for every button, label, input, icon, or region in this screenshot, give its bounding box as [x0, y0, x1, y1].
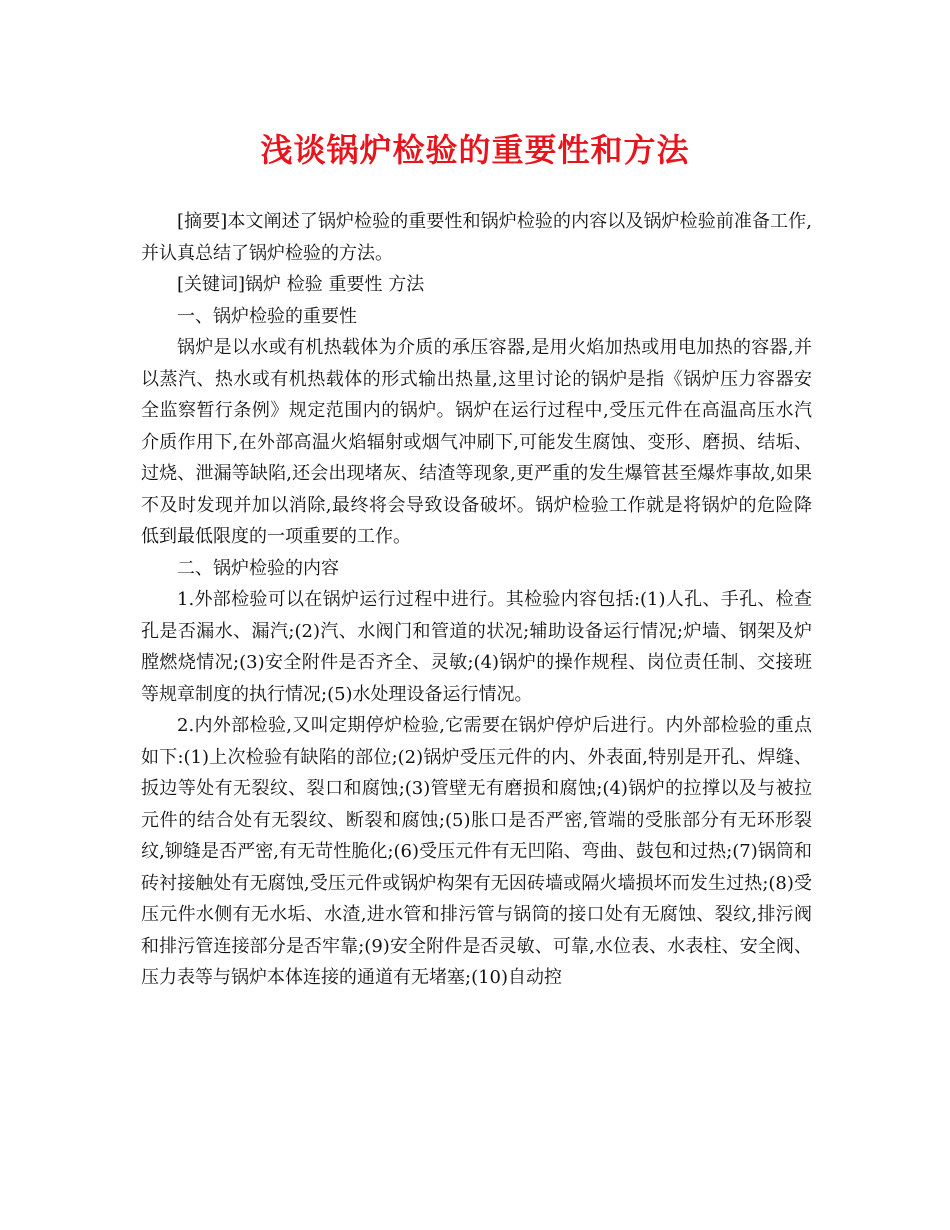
section-heading-content: 二、锅炉检验的内容: [177, 557, 339, 579]
internal-external-inspection-paragraph: 2.内外部检验,又叫定期停炉检验,它需要在锅炉停炉后进行。内外部检验的重点如下:(1)上次检验有缺陷的部位;(2)锅炉受压元件的内、外表面,特别是开孔、焊缝、扳边等处有无裂纹、裂口和腐蚀;(3)管壁无有磨损和腐蚀;(4)锅炉的拉撑以及与被拉元件的结合处有无裂纹、断裂和腐蚀;(5)胀口是否严密,管端的受胀部分有无环形裂纹,铆缝是否严密,有无苛性脆化;(6)受压元件有无凹陷、弯曲、鼓包和过热;(7)锅筒和砖衬接触处有无腐蚀,受压元件或锅炉构架有无因砖墙或隔火墙损坏而发生过热;(8)受压元件水侧有无水垢、水渣,进水管和排污管与锅筒的接口处有无腐蚀、裂纹,排污阀和排污管连接部分是否牢靠;(9)安全附件是否灵敏、可靠,水位表、水表柱、安全阀、压力表等与锅炉本体连接的通道有无堵塞;(10)自动控: [141, 715, 812, 988]
abstract-paragraph: [摘要]本文阐述了锅炉检验的重要性和锅炉检验的内容以及锅炉检验前准备工作,并认真总结了锅炉检验的方法。: [141, 211, 812, 264]
document-body: [141, 206, 812, 994]
keywords-paragraph: [关键词]锅炉 检验 重要性 方法: [177, 274, 425, 295]
importance-paragraph: 锅炉是以水或有机热载体为介质的承压容器,是用火焰加热或用电加热的容器,并以蒸汽、热水或有机热载体的形式输出热量,这里讨论的锅炉是指《锅炉压力容器安全监察暂行条例》规定范围内的锅炉。锅炉在运行过程中,受压元件在高温高压水汽介质作用下,在外部高温火焰辐射或烟气冲刷下,可能发生腐蚀、变形、磨损、结垢、过烧、泄漏等缺陷,还会出现堵灰、结渣等现象,更严重的发生爆管甚至爆炸事故,如果不及时发现并加以消除,最终将会导致设备破坏。锅炉检验工作就是将锅炉的危险降低到最低限度的一项重要的工作。: [141, 337, 812, 547]
external-inspection-paragraph: 1.外部检验可以在锅炉运行过程中进行。其检验内容包括:(1)人孔、手孔、检查孔是否漏水、漏汽;(2)汽、水阀门和管道的状况;辅助设备运行情况;炉墙、钢架及炉膛燃烧情况;(3)安全附件是否齐全、灵敏;(4)锅炉的操作规程、岗位责任制、交接班等规章制度的执行情况;(5)水处理设备运行情况。: [141, 589, 812, 705]
section-heading-importance: 一、锅炉检验的重要性: [177, 305, 357, 327]
page-title: 浅谈锅炉检验的重要性和方法: [260, 131, 690, 169]
